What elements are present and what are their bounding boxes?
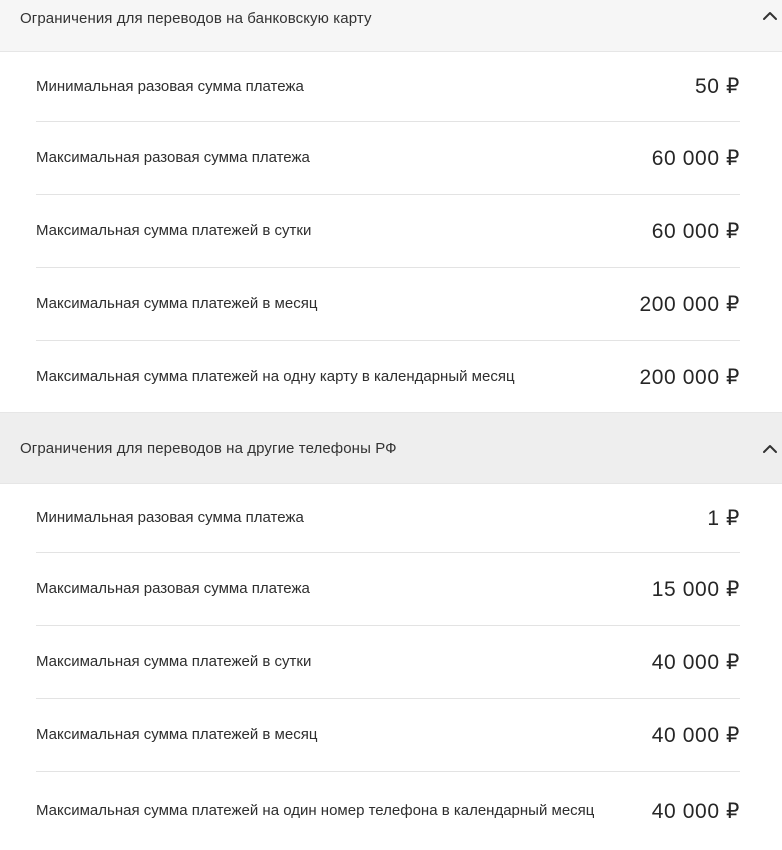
limit-label: Максимальная сумма платежей в сутки — [36, 653, 312, 670]
limit-label: Минимальная разовая сумма платежа — [36, 77, 304, 95]
limit-label: Максимальная разовая сумма платежа — [36, 580, 310, 597]
limit-label: Максимальная сумма платежей на одну карту в календарный месяц — [36, 368, 515, 385]
limit-label: Максимальная сумма платежей в сутки — [36, 222, 312, 239]
limit-row — [36, 122, 740, 195]
limit-label: Максимальная разовая сумма платежа — [36, 149, 310, 166]
limit-value: 1 ₽ — [707, 506, 740, 530]
limit-row — [36, 772, 740, 850]
limit-label: Максимальная сумма платежей в месяц — [36, 295, 318, 312]
limit-value: 15 000 ₽ — [651, 577, 740, 601]
limit-row — [36, 52, 740, 122]
chevron-up-icon[interactable] — [760, 6, 780, 26]
section-header-bank-card[interactable] — [0, 0, 782, 52]
limit-label: Минимальная разовая сумма платежа — [36, 509, 304, 526]
limit-value: 200 000 ₽ — [639, 365, 740, 389]
limit-label: Максимальная сумма платежей в месяц — [36, 726, 318, 743]
limit-value: 40 000 ₽ — [651, 799, 740, 823]
section-title: Ограничения для переводов на банковскую карту — [20, 10, 372, 27]
limit-row — [36, 484, 740, 553]
chevron-up-icon[interactable] — [760, 439, 780, 459]
limit-value: 200 000 ₽ — [639, 292, 740, 316]
limit-row — [36, 341, 740, 413]
limit-value: 40 000 ₽ — [651, 723, 740, 747]
limit-row — [36, 626, 740, 699]
limit-value: 40 000 ₽ — [651, 650, 740, 674]
limit-row — [36, 553, 740, 626]
limit-row — [36, 268, 740, 341]
limit-row — [36, 195, 740, 268]
limit-value: 60 000 ₽ — [651, 146, 740, 170]
limit-label: Максимальная сумма платежей на один номер телефона в календарный месяц — [36, 802, 595, 819]
limit-value: 50 ₽ — [695, 75, 740, 98]
limit-value: 60 000 ₽ — [651, 219, 740, 243]
section-header-phones[interactable] — [0, 412, 782, 484]
limit-row — [36, 699, 740, 772]
section-title: Ограничения для переводов на другие телефоны РФ — [20, 439, 397, 457]
